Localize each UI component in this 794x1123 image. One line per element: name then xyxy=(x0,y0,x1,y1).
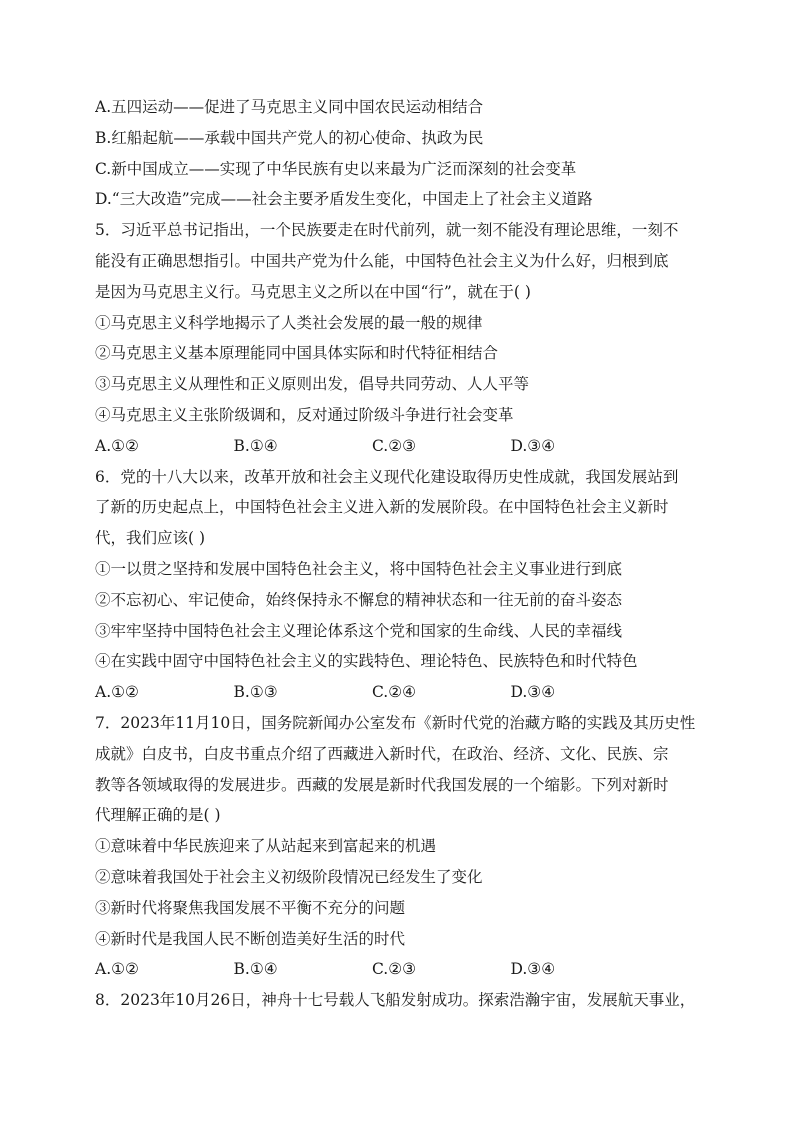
q4-option-a: A.五四运动——促进了马克思主义同中国农民运动相结合 xyxy=(95,98,484,116)
q6-stem-line: 代，我们应该( ) xyxy=(95,529,206,548)
question-5 xyxy=(95,215,700,461)
q6-choice-a: A.①② xyxy=(95,683,139,702)
q4-option-b: B.红船起航——承载中国共产党人的初心使命、执政为民 xyxy=(95,128,484,147)
q5-choice-c: C.②③ xyxy=(372,436,417,455)
q7-choice-a: A.①② xyxy=(95,960,139,979)
q7-choice-b: B.①④ xyxy=(233,960,278,979)
q7-stem-line: 7．2023年11月10日，国务院新闻办公室发布《新时代党的治藏方略的实践及其历史性 xyxy=(95,713,696,732)
question-8 xyxy=(95,985,700,1016)
q6-stem-line: 了新的历史起点上，中国特色社会主义进入新的发展阶段。在中国特色社会主义新时 xyxy=(95,498,669,517)
q4-option-d: D.“三大改造”完成——社会主要矛盾发生变化，中国走上了社会主义道路 xyxy=(95,190,593,209)
q5-statement: ①马克思主义科学地揭示了人类社会发展的最一般的规律 xyxy=(95,313,483,332)
q5-choice-d: D.③④ xyxy=(510,436,556,455)
document-content xyxy=(95,92,700,1016)
q7-statement: ①意味着中华民族迎来了从站起来到富起来的机遇 xyxy=(95,837,437,856)
q4-option-c: C.新中国成立——实现了中华民族有史以来最为广泛而深刻的社会变革 xyxy=(95,159,577,178)
q6-statement: ②不忘初心、牢记使命，始终保持永不懈怠的精神状态和一往无前的奋斗姿态 xyxy=(95,590,623,609)
q5-stem-line: 是因为马克思主义行。马克思主义之所以在中国“行”，就在于( ) xyxy=(95,282,531,301)
q7-choice-d: D.③④ xyxy=(510,960,556,979)
q6-choice-d: D.③④ xyxy=(510,683,556,702)
q6-choice-c: C.②④ xyxy=(372,683,417,702)
q7-statement: ②意味着我国处于社会主义初级阶段情况已经发生了变化 xyxy=(95,867,483,886)
q6-choice-b: B.①③ xyxy=(233,683,278,702)
q5-statement: ③马克思主义从理性和正义原则出发，倡导共同劳动、人人平等 xyxy=(95,375,530,394)
q8-stem-line: 8．2023年10月26日，神舟十七号载人飞船发射成功。探索浩瀚宇宙，发展航天事业， xyxy=(95,991,696,1010)
q7-stem-line: 代理解正确的是( ) xyxy=(95,806,221,825)
q5-statement: ②马克思主义基本原理能同中国具体实际和时代特征相结合 xyxy=(95,344,499,363)
q7-statement: ④新时代是我国人民不断创造美好生活的时代 xyxy=(95,929,406,948)
question-7 xyxy=(95,708,700,985)
q5-stem-line: 能没有正确思想指引。中国共产党为什么能，中国特色社会主义为什么好，归根到底 xyxy=(95,251,669,270)
q5-statement: ④马克思主义主张阶级调和，反对通过阶级斗争进行社会变革 xyxy=(95,405,514,424)
q5-choice-b: B.①④ xyxy=(233,436,278,455)
q7-stem-line: 成就》白皮书，白皮书重点介绍了西藏进入新时代，在政治、经济、文化、民族、宗 xyxy=(95,744,669,763)
q5-choice-a: A.①② xyxy=(95,436,139,455)
q7-choices xyxy=(95,954,700,985)
question-6 xyxy=(95,462,700,708)
q7-stem-line: 教等各领域取得的发展进步。西藏的发展是新时代我国发展的一个缩影。下列对新时 xyxy=(95,775,669,794)
q5-stem-line: 5．习近平总书记指出，一个民族要走在时代前列，就一刻不能没有理论思维，一刻不 xyxy=(95,221,679,240)
q6-statement: ③牢牢坚持中国特色社会主义理论体系这个党和国家的生命线、人民的幸福线 xyxy=(95,621,623,640)
q7-statement: ③新时代将聚焦我国发展不平衡不充分的问题 xyxy=(95,898,406,917)
q6-stem-line: 6．党的十八大以来，改革开放和社会主义现代化建设取得历史性成就，我国发展站到 xyxy=(95,467,679,486)
q6-choices xyxy=(95,677,700,708)
q5-choices xyxy=(95,431,700,462)
q6-statement: ④在实践中固守中国特色社会主义的实践特色、理论特色、民族特色和时代特色 xyxy=(95,652,638,671)
q6-statement: ①一以贯之坚持和发展中国特色社会主义，将中国特色社会主义事业进行到底 xyxy=(95,559,623,578)
q7-choice-c: C.②③ xyxy=(372,960,417,979)
